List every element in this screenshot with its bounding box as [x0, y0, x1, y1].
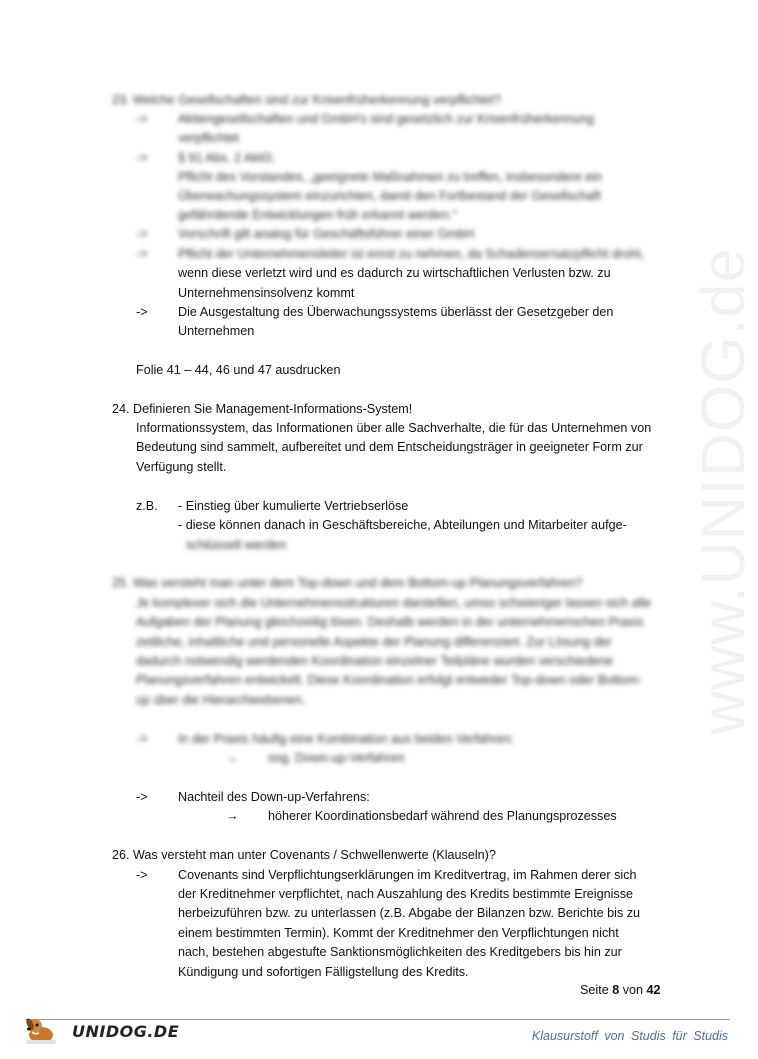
q23-answer-5: Die Ausgestaltung des Überwachungssystems überlässt der Gesetzgeber den: [178, 305, 614, 319]
q23-answer-4: Pflicht der Unternehmensleiter ist ernst zu nehmen, da Schadensersatzpflicht droht,: [178, 247, 645, 261]
q25-answer-1: In der Praxis häufig eine Kombination aus beiden Verfahren:: [178, 732, 515, 746]
q23-answer-1b: verpflichtet: [178, 131, 239, 145]
q23-answer-2d: gefährdende Entwicklungen früh erkannt werden.": [178, 208, 457, 222]
q26-title: 26. Was versteht man unter Covenants / Schwellenwerte (Klauseln)?: [112, 848, 496, 862]
q25-nachteil: Nachteil des Down-up-Verfahrens:: [178, 790, 370, 804]
q23-title: 23. Welche Gesellschaften sind zur Krisenfrüherkennung verpflichtet?: [112, 93, 501, 107]
q23-arrow-2: ->: [136, 151, 148, 165]
q23-answer-5b: Unternehmen: [178, 324, 255, 338]
q25-arrow-symbol-1: →: [226, 751, 239, 765]
q24-para-2: Bedeutung sind sammelt, aufbereitet und dem Entscheidungsträger in geeigneter Form zur: [136, 440, 643, 454]
unidog-logo: [22, 1016, 180, 1046]
q25-title: 25. Was versteht man unter dem Top-down und dem Bottom-up Planungsverfahren?: [112, 576, 583, 590]
q26-line-6: Kündigung und sofortigen Fälligstellung des Kredits.: [178, 965, 469, 979]
q26-line-2: der Kreditnehmer verpflichtet, nach Auszahlung des Kredits bestimmte Ereignisse: [178, 887, 634, 901]
q23-answer-3: Vorschrift gilt analog für Geschäftsführer einer GmbH: [178, 227, 475, 241]
q23-arrow-1: ->: [136, 112, 148, 126]
q24-bullet-2: - diese können danach in Geschäftsbereiche, Abteilungen und Mitarbeiter aufge-: [178, 518, 627, 532]
q26-line-3: herbeizuführen bzw. zu unterlassen (z.B. Abgabe der Bilanzen bzw. Berichte bis zu: [178, 906, 641, 920]
dog-icon: [24, 1016, 58, 1046]
q25-answer-1b: sog. Down-up-Verfahren: [268, 751, 405, 765]
folie-note: Folie 41 – 44, 46 und 47 ausdrucken: [136, 363, 341, 377]
q26-arrow: ->: [136, 868, 148, 882]
q25-para-2: Aufgaben der Planung gleichzeitig lösen. Deshalb werden in der unternehmerischen Praxis: [136, 615, 644, 629]
q25-para-4: dadurch notwendig werdenden Koordination einzelner Teilpläne wurden verschiedene: [136, 654, 614, 668]
q23-answer-1: Aktiengesellschaften und GmbH's sind gesetzlich zur Krisenfrüherkennung: [178, 112, 595, 126]
q25-arrow-1: ->: [136, 732, 148, 746]
q26-line-1: Covenants sind Verpflichtungserklärungen im Kreditvertrag, im Rahmen derer sich: [178, 868, 637, 882]
q24-bullet-2b: schlüsselt werden: [186, 538, 287, 552]
q26-line-5: nach, bestehen abgestufte Sanktionsmöglichkeiten des Kreditgebers bis hin zur: [178, 945, 622, 959]
page-total: 42: [646, 983, 661, 997]
page-number: [580, 983, 661, 997]
q24-zb: z.B.: [136, 499, 158, 513]
page-current: 8: [612, 983, 620, 997]
q24-bullet-1: - Einstieg über kumulierte Vertriebserlöse: [178, 499, 409, 513]
q24-para-3: Verfügung stellt.: [136, 460, 227, 474]
q25-arrow-2: ->: [136, 790, 148, 804]
footer-slogan: Klausurstoff von Studis für Studis: [531, 1029, 728, 1043]
page-von-label: von: [622, 983, 644, 997]
q25-para-1: Je komplexer sich die Unternehmensstrukturen darstellen, umso schwieriger lassen sich alle: [136, 596, 652, 610]
q25-arrow-symbol-2: →: [226, 809, 239, 823]
q23-answer-4-cont2: Unternehmensinsolvenz kommt: [178, 286, 355, 300]
q23-answer-2b: Pflicht des Vorstandes, „geeignete Maßnahmen zu treffen, insbesondere ein: [178, 170, 603, 184]
q25-nachteil-text: höherer Koordinationsbedarf während des Planungsprozesses: [268, 809, 617, 823]
page-seite-label: Seite: [580, 983, 609, 997]
q24-title: 24. Definieren Sie Management-Informations-System!: [112, 402, 413, 416]
watermark: www.UNIDOG.de: [689, 247, 757, 735]
q23-answer-4-cont1: wenn diese verletzt wird und es dadurch zu wirtschaftlichen Verlusten bzw. zu: [178, 266, 611, 280]
q25-para-5: Planungsverfahren entwickelt. Diese Koordination erfolgt entweder Top-down oder Bottom-: [136, 673, 642, 687]
q23-arrow-5: ->: [136, 305, 148, 319]
logo-text: UNIDOG.DE: [72, 1022, 180, 1041]
q25-para-3: zeitliche, inhaltliche und personelle Aspekte der Planung differenziert. Zur Lösung der: [136, 635, 612, 649]
q23-arrow-4: ->: [136, 247, 148, 261]
q26-line-4: einem bestimmten Termin). Kommt der Kreditnehmer den Verpflichtungen nicht: [178, 926, 619, 940]
q24-para-1: Informationssystem, das Informationen über alle Sachverhalte, die für das Unternehmen von: [136, 421, 652, 435]
q23-arrow-3: ->: [136, 227, 148, 241]
q25-para-6: up über die Hierarchieebenen.: [136, 693, 306, 707]
q23-answer-2c: Überwachungssystem einzurichten, damit den Fortbestand der Gesellschaft: [178, 189, 601, 203]
q23-answer-2: § 91 Abs. 2 AktG:: [178, 151, 276, 165]
